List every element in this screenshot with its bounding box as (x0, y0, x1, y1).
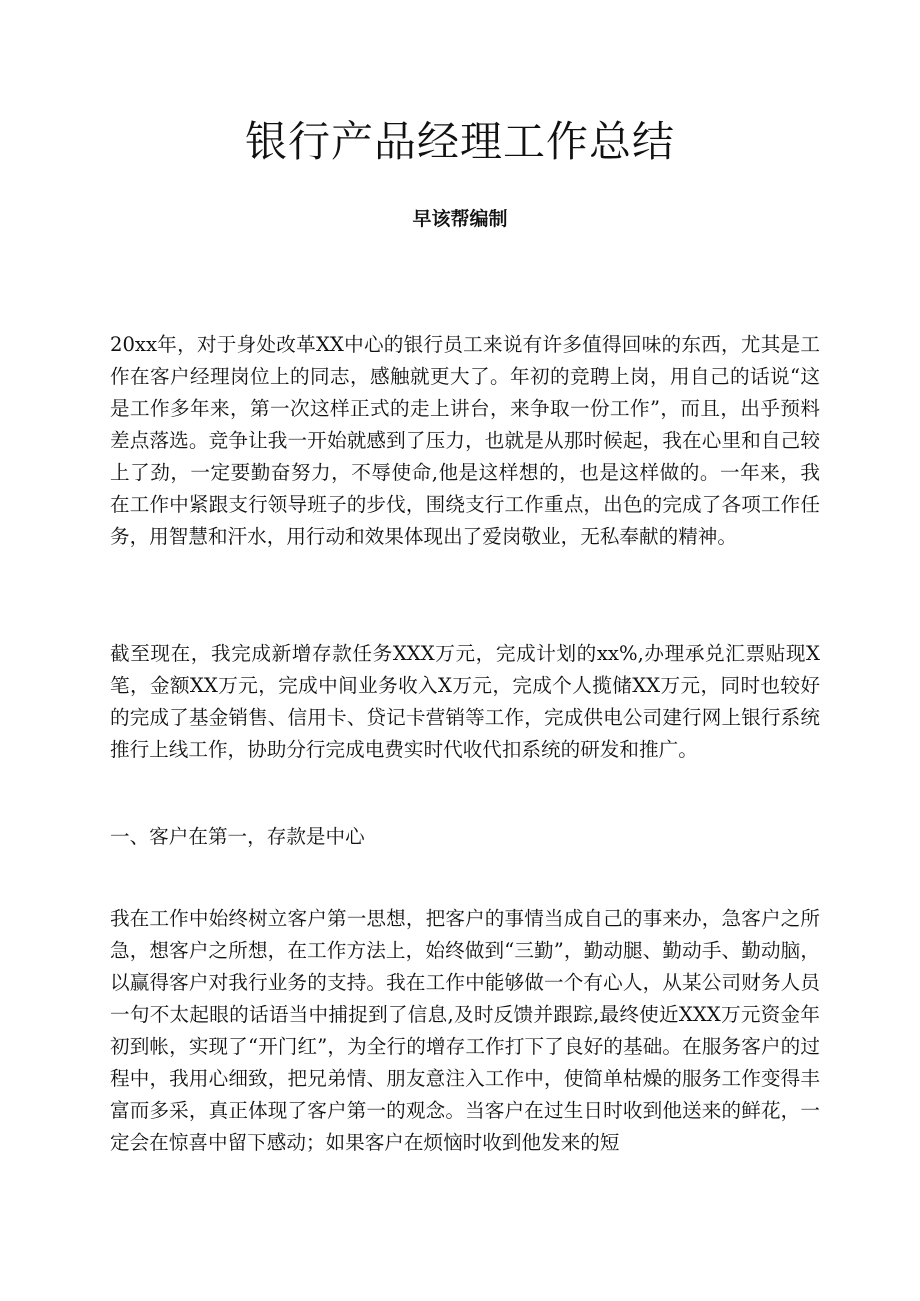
section-heading-customer-first: 一、客户在第一，存款是中心 (110, 825, 365, 848)
document-title: 银行产品经理工作总结 (244, 117, 675, 166)
document-author: 早该帮编制 (412, 208, 508, 230)
paragraph-intro: 20xx年，对于身处改革XX中心的银行员工来说有许多值得回味的东西，尤其是工作在客户经理岗位上的同志，感触就更大了。年初的竞聘上岗，用自己的话说“这是工作多年来，第一次这样正式的走上讲台，来争取一份工作”，而且，出乎预料差点落选。竞争让我一开始就感到了压力，也就是从那时候起，我在心里和自己较上了劲，一定要勤奋努力，不辱使命,他是这样想的，也是这样做的。一年来，我在工作中紧跟支行领导班子的步伐，围绕支行工作重点，出色的完成了各项工作任务，用智慧和汗水，用行动和效果体现出了爱岗敬业，无私奉献的精神。 (110, 333, 820, 548)
paragraph-customer-first: 我在工作中始终树立客户第一思想，把客户的事情当成自己的事来办，急客户之所急，想客户之所想，在工作方法上，始终做到“三勤”，勤动腿、勤动手、勤动脑，以赢得客户对我行业务的支持。我在工作中能够做一个有心人，从某公司财务人员一句不太起眼的话语当中捕捉到了信息,及时反馈并跟踪,最终使近XXX万元资金年初到帐，实现了“开门红”，为全行的增存工作打下了良好的基础。在服务客户的过程中，我用心细致，把兄弟情、朋友意注入工作中，使简单枯燥的服务工作变得丰富而多采，真正体现了客户第一的观念。当客户在过生日时收到他送来的鲜花，一定会在惊喜中留下感动；如果客户在烦恼时收到他发来的短 (110, 907, 820, 1154)
paragraph-achievements: 截至现在，我完成新增存款任务XXX万元，完成计划的xx%,办理承兑汇票贴现X笔，金额XX万元，完成中间业务收入X万元，完成个人揽储XX万元，同时也较好的完成了基金销售、信用卡、贷记卡营销等工作，完成供电公司建行网上银行系统推行上线工作，协助分行完成电费实时代收代扣系统的研发和推广。 (110, 642, 820, 761)
